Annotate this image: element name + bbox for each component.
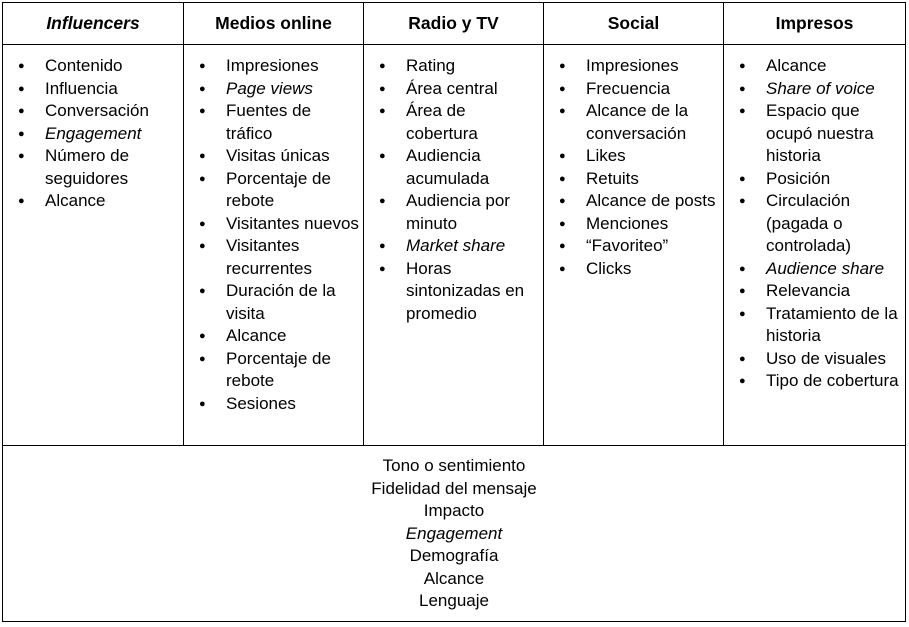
- column-cell: [544, 45, 724, 446]
- metric-item: ● Alcance: [184, 325, 359, 348]
- metric-item: ● Relevancia: [724, 280, 901, 303]
- metric-item: ● Impresiones: [544, 55, 719, 78]
- metric-item: ● Circulación (pagada o controlada): [724, 190, 901, 258]
- shared-metrics-cell: [3, 446, 906, 622]
- metric-item: ● Impresiones: [184, 55, 359, 78]
- metric-item: ● Influencia: [3, 78, 179, 101]
- metric-list: [544, 45, 723, 280]
- column-cell: [724, 45, 906, 446]
- metrics-table: [2, 2, 906, 622]
- metric-item: ● Visitantes recurrentes: [184, 235, 359, 280]
- column-header: Impresos: [724, 3, 906, 45]
- metric-item: ● “Favoriteo”: [544, 235, 719, 258]
- metric-item: ● Sesiones: [184, 393, 359, 416]
- metric-item: ● Share of voice: [724, 78, 901, 101]
- metric-item: ● Porcentaje de rebote: [184, 348, 359, 393]
- metric-item: ● Visitantes nuevos: [184, 213, 359, 236]
- shared-metric-item: Impacto: [423, 501, 485, 520]
- metric-item: ● Horas sintonizadas en promedio: [364, 258, 539, 326]
- metric-item: ● Audience share: [724, 258, 901, 281]
- column-cell: [184, 45, 364, 446]
- shared-metric-item: Tono o sentimiento: [382, 456, 526, 475]
- header-row: [3, 3, 906, 45]
- metric-item: ● Contenido: [3, 55, 179, 78]
- metric-item: ● Fuentes de tráfico: [184, 100, 359, 145]
- metric-item: ● Posición: [724, 168, 901, 191]
- metric-item: ● Audiencia por minuto: [364, 190, 539, 235]
- metric-list: [724, 45, 905, 393]
- shared-metric-item: Engagement: [405, 523, 503, 543]
- shared-metric-item: Alcance: [423, 568, 485, 588]
- shared-metric-item: Fidelidad del mensaje: [371, 478, 537, 498]
- column-header: Radio y TV: [364, 3, 544, 45]
- metric-item: ● Visitas únicas: [184, 145, 359, 168]
- metric-item: ● Conversación: [3, 100, 179, 123]
- metric-item: ● Uso de visuales: [724, 348, 901, 371]
- shared-metric-item: Demografía: [409, 546, 499, 565]
- metric-item: ● Área central: [364, 78, 539, 101]
- metric-item: ● Alcance: [3, 190, 179, 213]
- metric-item: ● Tipo de cobertura: [724, 370, 901, 393]
- metric-item: ● Market share: [364, 235, 539, 258]
- metric-item: ● Espacio que ocupó nuestra historia: [724, 100, 901, 168]
- metric-list: [364, 45, 543, 325]
- column-header: Medios online: [184, 3, 364, 45]
- metric-list: [3, 45, 183, 213]
- metric-item: ● Clicks: [544, 258, 719, 281]
- column-header: Social: [544, 3, 724, 45]
- metric-item: ● Menciones: [544, 213, 719, 236]
- metric-item: ● Page views: [184, 78, 359, 101]
- metric-item: ● Área de cobertura: [364, 100, 539, 145]
- metric-item: ● Alcance: [724, 55, 901, 78]
- metric-item: ● Tratamiento de la historia: [724, 303, 901, 348]
- metric-item: ● Número de seguidores: [3, 145, 179, 190]
- shared-metrics-row: [3, 446, 906, 622]
- column-cell: [3, 45, 184, 446]
- metric-item: ● Audiencia acumulada: [364, 145, 539, 190]
- shared-metric-item: Lenguaje: [419, 591, 489, 610]
- metric-item: ● Frecuencia: [544, 78, 719, 101]
- shared-metrics-list: [3, 446, 905, 613]
- metric-item: ● Duración de la visita: [184, 280, 359, 325]
- metric-item: ● Engagement: [3, 123, 179, 146]
- metric-list: [184, 45, 363, 415]
- metric-item: ● Likes: [544, 145, 719, 168]
- column-header: Influencers: [3, 3, 184, 45]
- metric-item: ● Alcance de posts: [544, 190, 719, 213]
- metric-item: ● Alcance de la conversación: [544, 100, 719, 145]
- metrics-row: [3, 45, 906, 446]
- column-cell: [364, 45, 544, 446]
- metric-item: ● Porcentaje de rebote: [184, 168, 359, 213]
- metric-item: ● Rating: [364, 55, 539, 78]
- metric-item: ● Retuits: [544, 168, 719, 191]
